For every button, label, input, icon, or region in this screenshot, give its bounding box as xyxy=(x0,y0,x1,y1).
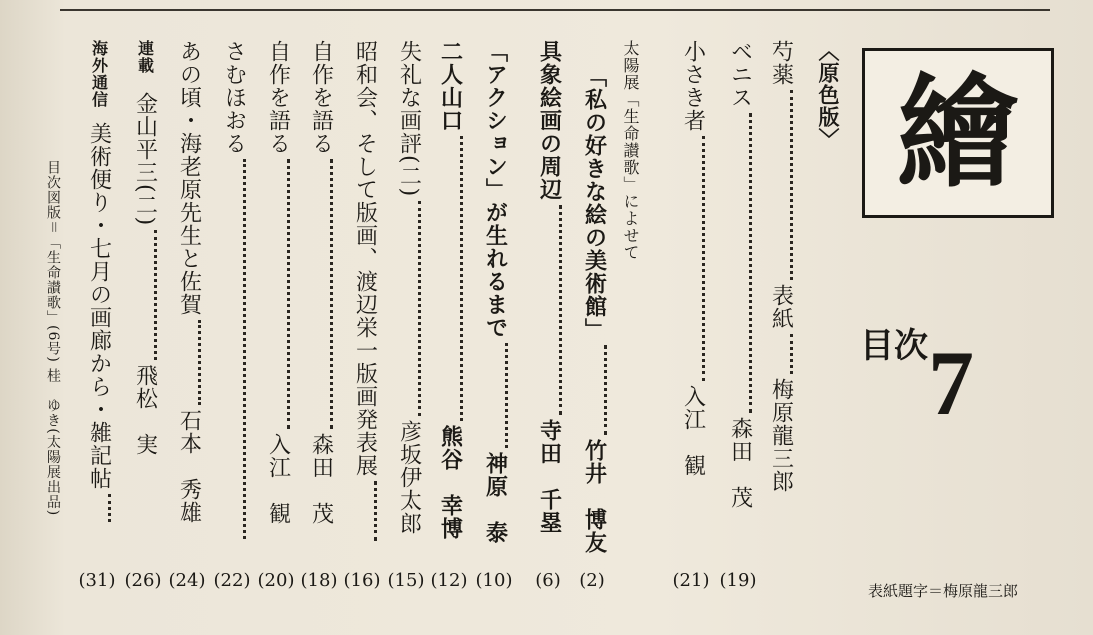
entry-author: 森田 茂 xyxy=(727,417,753,509)
entry-title: 小さき者 xyxy=(680,40,706,132)
entry-title: 失礼な画評(二) xyxy=(396,40,422,198)
toc-entry-15[interactable] xyxy=(86,40,111,526)
contents-label: 目次 xyxy=(860,326,928,366)
toc-entry-14[interactable] xyxy=(132,40,157,456)
toc-entry-1[interactable] xyxy=(768,40,793,493)
entry-kicker: 連載 xyxy=(135,40,155,74)
entry-author: 入江 観 xyxy=(680,385,706,477)
entry-title: 自作を語る xyxy=(308,40,334,155)
toc-exhibition-note: 太陽展「生命讃歌」によせて xyxy=(621,40,640,261)
entry-title: 自作を語る xyxy=(265,40,291,155)
toc-entry-5[interactable] xyxy=(537,40,562,534)
page-number: (21) xyxy=(672,570,710,591)
entry-title: 「私の好きな絵の美術館」 xyxy=(581,65,608,341)
entry-author: 飛松 実 xyxy=(132,364,158,457)
toc-entry-12[interactable] xyxy=(221,40,246,543)
toc-entry-9[interactable] xyxy=(352,40,377,545)
page-number: (10) xyxy=(475,570,513,591)
page-number: (15) xyxy=(387,570,425,591)
page-number: (18) xyxy=(300,570,338,591)
page-number: (26) xyxy=(124,570,162,591)
page-number: (12) xyxy=(430,570,468,591)
entry-author: 竹井 博友 xyxy=(581,439,608,554)
page-number: (16) xyxy=(343,570,381,591)
entry-kicker: 海外通信 xyxy=(89,40,109,108)
entry-title: あの頃・海老原先生と佐賀 xyxy=(176,40,202,316)
toc-entry-6[interactable] xyxy=(483,40,508,544)
toc-entry-2[interactable] xyxy=(727,40,752,509)
entry-author: 森田 茂 xyxy=(308,433,334,525)
page-number: (31) xyxy=(78,570,116,591)
entry-author: 石本 秀雄 xyxy=(176,409,202,524)
issue-number: 7 xyxy=(928,332,974,434)
entry-author: 寺田 千塁 xyxy=(536,419,563,534)
toc-entry-13[interactable] xyxy=(176,40,201,524)
page-number: (6) xyxy=(535,570,561,591)
toc-entry-11[interactable] xyxy=(265,40,290,525)
magazine-logo xyxy=(862,48,1054,218)
page-number: (19) xyxy=(719,570,757,591)
cover-credit: 表紙題字＝梅原龍三郎 xyxy=(868,582,1019,600)
toc-entry-8[interactable] xyxy=(396,40,421,535)
entry-author: 熊谷 幸博 xyxy=(437,425,464,540)
entry-title: 美術便り・七月の画廊から・雑記帖 xyxy=(86,122,112,490)
toc-entry-3[interactable] xyxy=(680,40,705,477)
entry-title: さむほおる xyxy=(221,40,247,155)
page-number: (20) xyxy=(257,570,295,591)
entry-note: 表紙 xyxy=(768,284,794,330)
entry-author: 神原 泰 xyxy=(482,452,509,544)
page-number: (2) xyxy=(579,570,605,591)
toc-entry-4[interactable] xyxy=(582,65,607,554)
entry-title: ベニス xyxy=(727,40,753,109)
entry-title: 金山平三(二) xyxy=(132,92,158,227)
toc-entry-7[interactable] xyxy=(438,40,463,540)
entry-title: 「アクション」が生れるまで xyxy=(482,40,509,339)
page-number: (22) xyxy=(213,570,251,591)
logo-text: 繪 xyxy=(897,62,1019,204)
entry-title: 具象絵画の周辺 xyxy=(536,40,563,201)
entry-author: 入江 観 xyxy=(265,433,291,525)
section-color-plates: 〈原色版〉 xyxy=(816,40,841,150)
entry-author: 彦坂伊太郎 xyxy=(396,420,422,536)
entry-title: 芍薬 xyxy=(768,40,794,86)
page-number: (24) xyxy=(168,570,206,591)
entry-author: 梅原龍三郎 xyxy=(768,378,794,493)
contents-figure-note: 目次図版＝「生命讃歌」(6号) 桂 ゆき(太陽展出品) xyxy=(45,160,61,517)
toc-entry-10[interactable] xyxy=(308,40,333,525)
entry-title: 二人山口 xyxy=(437,40,464,132)
top-rule xyxy=(60,9,1050,11)
entry-title: 昭和会、そして版画、渡辺栄一版画発表展 xyxy=(352,40,378,477)
